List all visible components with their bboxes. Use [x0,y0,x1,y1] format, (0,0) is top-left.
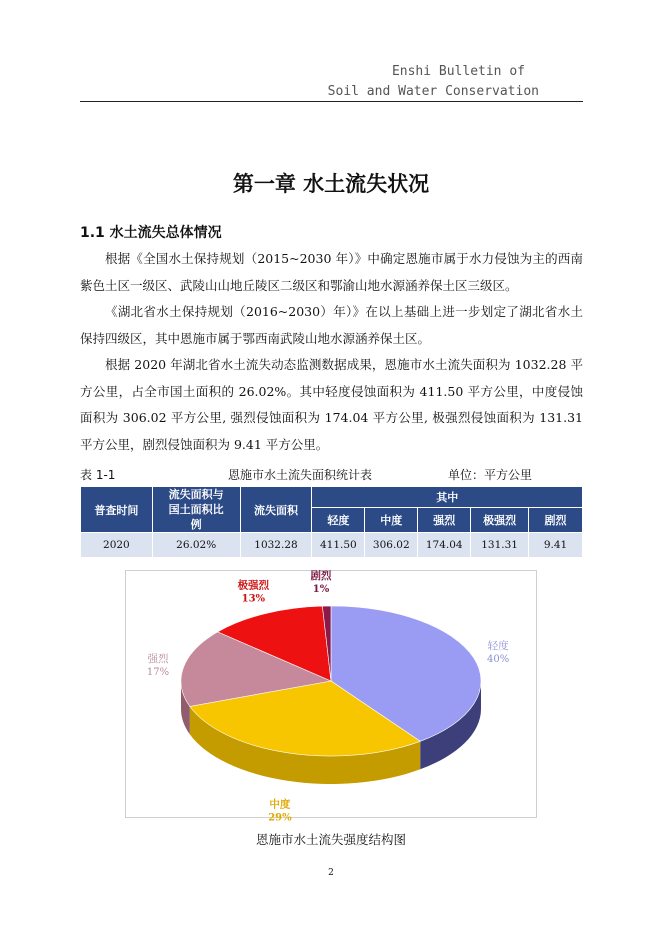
header-moderate: 中度 [365,507,418,532]
paragraph-1: 根据《全国水土保持规划（2015~2030 年）》中确定恩施市属于水力侵蚀为主的西南紫色土区一级区、武陵山山地丘陵区二级区和鄂渝山地水源涵养保土区三级区。 [80,251,583,293]
table-number: 表 1-1 [80,468,116,482]
cell-severe: 9.41 [529,533,583,558]
chapter-title: 第一章 水土流失状况 [232,172,430,196]
paragraph-3: 根据 2020 年湖北省水土流失动态监测数据成果，恩施市水土流失面积为 1032.28 平方公里，占全市国土面积的 26.02%。其中轻度侵蚀面积为 411.50 平方公里，中度侵蚀面积为 306.02 平方公里, 强烈侵蚀面积为 174.04 平方公里, 极强烈侵蚀面积为 131.31 平方公里，剧烈侵蚀面积为 9.41 平方公里。 [80,357,583,452]
header-mild: 轻度 [312,507,365,532]
cell-year: 2020 [81,533,153,558]
pie-chart [126,570,536,824]
pie-chart-frame [125,570,537,824]
cell-area: 1032.28 [240,533,312,558]
pie-label-3: 极强烈 [237,579,270,592]
pie-label-0: 轻度 [487,639,509,652]
erosion-area-table [80,486,583,558]
pie-percent-4: 1% [312,584,330,595]
pie-percent-2: 17% [146,667,170,679]
header-year: 普查时间 [81,487,153,533]
cell-strong: 174.04 [418,533,471,558]
paragraph-2: 《湖北省水土保持规划（2016~2030）年）》在以上基础上进一步划定了湖北省水土保持四级区，其中恩施市属于鄂西南武陵山地水源涵养保土区。 [80,304,583,346]
header-strong: 强烈 [418,507,471,532]
pie-tops [181,606,481,756]
header-line-1: Enshi Bulletin of [391,64,525,79]
figure-title: 恩施市水土流失强度结构图 [255,832,406,847]
pie-percent-3: 13% [241,593,266,605]
header-very-strong: 极强烈 [471,507,529,532]
pie-percent-1: 29% [268,812,292,824]
cell-moderate: 306.02 [365,533,418,558]
table-caption [80,466,583,486]
cell-ratio: 26.02% [152,533,240,558]
table-row [81,533,583,558]
header-group: 其中 [312,487,583,508]
table-title: 恩施市水土流失面积统计表 [228,468,373,482]
header-severe: 剧烈 [529,507,583,532]
running-header [328,62,539,102]
pie-label-1: 中度 [269,798,291,811]
section-title: 1.1 水土流失总体情况 [80,225,222,241]
page-number: 2 [328,868,334,878]
table-unit: 单位：平方公里 [448,468,533,482]
pie-label-4: 剧烈 [310,570,332,582]
cell-very-strong: 131.31 [471,533,529,558]
header-rule [80,101,583,102]
header-line-2: Soil and Water Conservation [327,84,539,99]
header-area: 流失面积 [240,487,312,533]
header-ratio: 流失面积与国土面积比例 [152,487,240,533]
pie-percent-0: 40% [487,653,510,665]
pie-label-2: 强烈 [147,653,169,666]
cell-mild: 411.50 [312,533,365,558]
